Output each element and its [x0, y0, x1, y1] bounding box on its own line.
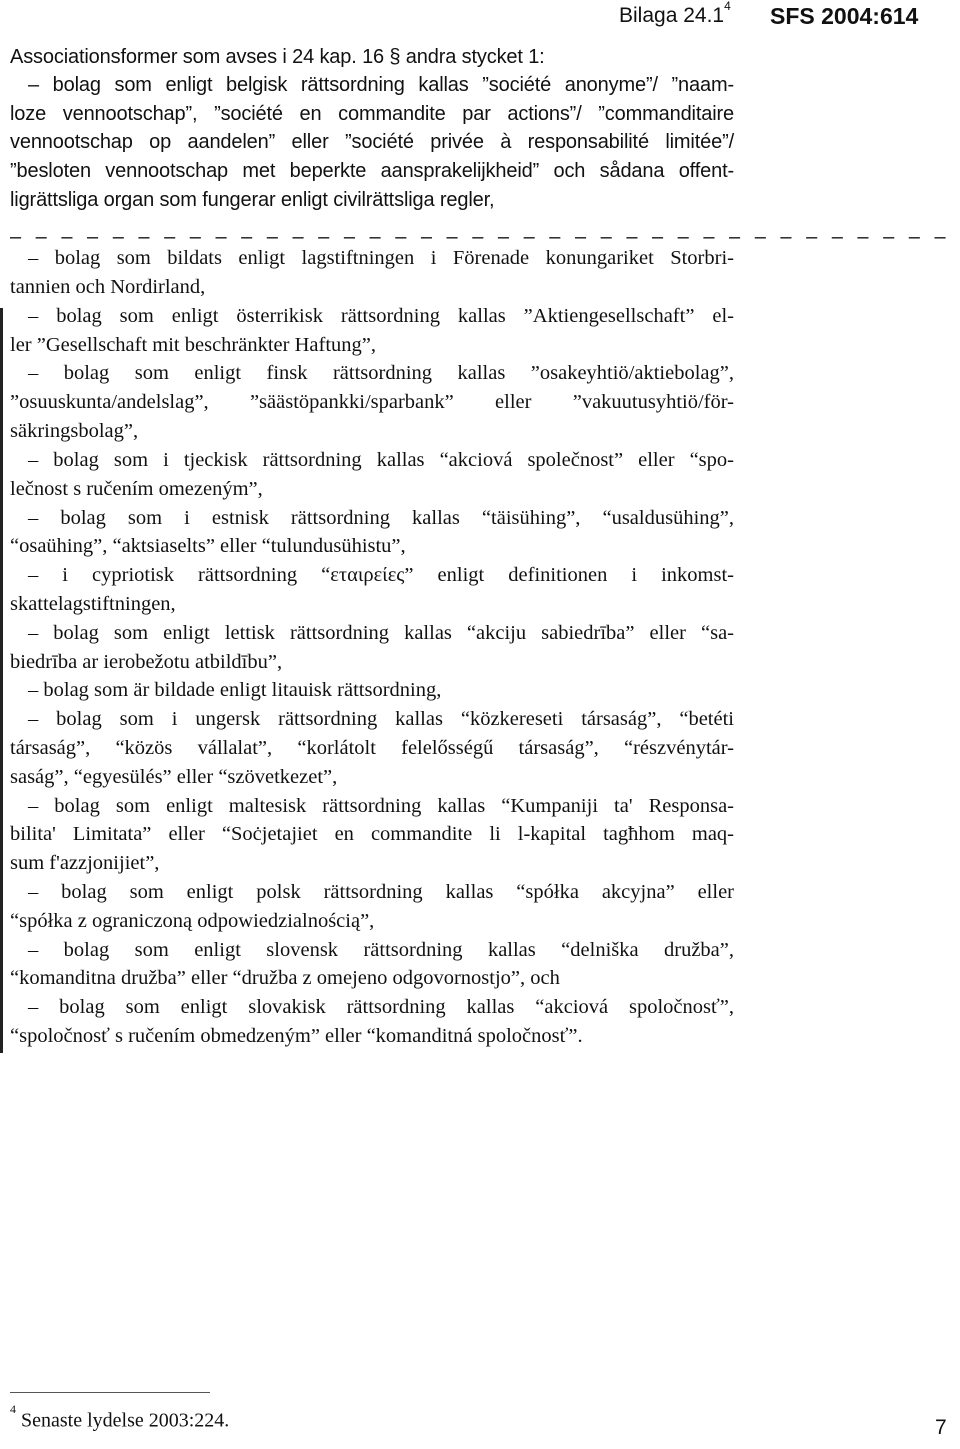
text-line: – bolag som enligt slovensk rättsordning kallas “delniška družba”, — [28, 939, 734, 961]
text-line: skattelagstiftningen, — [10, 593, 176, 615]
text-line: – bolag som enligt österrikisk rättsordning kallas ”Aktiengesellschaft” el- — [28, 305, 734, 327]
text-line: “spoločnosť s ručením obmedzeným” eller “komanditná spoločnosť”. — [10, 1025, 583, 1047]
text-line: ligrättsliga organ som fungerar enligt civilrättsliga regler, — [10, 189, 495, 211]
text-line: – bolag som i estnisk rättsordning kallas “täisühing”, “usaldusühing”, — [28, 507, 734, 529]
footnote — [10, 1402, 230, 1433]
text-line: biedrība ar ierobežotu atbildību”, — [10, 651, 283, 673]
footnote-text: Senaste lydelse 2003:224. — [21, 1409, 230, 1432]
text-line: saság”, “egyesülés” eller “szövetkezet”, — [10, 766, 338, 788]
footnote-divider — [10, 1392, 210, 1393]
text-line: ”osuuskunta/andelslag”, ”säästöpankki/sparbank” eller ”vakuutusyhtiö/för- — [10, 391, 734, 413]
text-line: – bolag som enligt polsk rättsordning kallas “spółka akcyjna” eller — [28, 881, 734, 903]
text-line: bilita' Limitata” eller “Soċjetajiet en commandite li l-kapital tagħhom maq- — [10, 823, 734, 845]
appendix-label — [619, 0, 731, 28]
text-line: ler ”Gesellschaft mit beschränkter Haftung”, — [10, 334, 376, 356]
text-line: vennootschap op aandelen” eller ”société privée à responsabilité limitée”/ — [10, 131, 734, 153]
change-bar — [0, 308, 3, 1053]
text-line: – bolag som enligt slovakisk rättsordning kallas “akciová spoločnosť”, — [28, 996, 734, 1018]
text-line: “osaühing”, “aktsiaselts” eller “tulundusühistu”, — [10, 535, 406, 557]
text-line: säkringsbolag”, — [10, 420, 139, 442]
text-line: lečnost s ručením omezeným”, — [10, 478, 263, 500]
page-number: 7 — [935, 1416, 947, 1439]
text-line: – bolag som är bildade enligt litauisk rättsordning, — [28, 679, 442, 701]
sfs-number: SFS 2004:614 — [770, 3, 919, 29]
footnote-reference: 4 — [724, 0, 731, 13]
text-line: loze vennootschap”, ”société en commandite par actions”/ ”commanditaire — [10, 103, 734, 125]
text-line: sum f'azzjonijiet”, — [10, 852, 160, 874]
footnote-number: 4 — [10, 1402, 16, 1416]
text-line: ”besloten vennootschap met beperkte aansprakelijkheid” och sådana offent- — [10, 160, 734, 182]
text-line: – bolag som enligt lettisk rättsordning kallas “akciju sabiedrība” eller “sa- — [28, 622, 734, 644]
text-line: – bolag som enligt belgisk rättsordning kallas ”société anonyme”/ ”naam- — [28, 74, 734, 96]
text-line: – bolag som enligt finsk rättsordning kallas ”osakeyhtiö/aktiebolag”, — [28, 362, 734, 384]
text-line: társaság”, “közös vállalat”, “korlátolt felelősségű társaság”, “részvénytár- — [10, 737, 734, 759]
text-line: tannien och Nordirland, — [10, 276, 206, 298]
text-line: – bolag som i ungersk rättsordning kallas “közkereseti társaság”, “betéti — [28, 708, 734, 730]
text-line: – bolag som enligt maltesisk rättsordning kallas “Kumpaniji ta' Responsa- — [28, 795, 734, 817]
intro-line: Associationsformer som avses i 24 kap. 16 § andra stycket 1: — [10, 46, 545, 68]
text-line: – i cypriotisk rättsordning “εταιρείες” enligt definitionen i inkomst- — [28, 564, 734, 586]
appendix-label-text: Bilaga 24.1 — [619, 4, 725, 27]
text-line: – bolag som i tjeckisk rättsordning kallas “akciová společnost” eller “spo- — [28, 449, 734, 471]
omission-marker: – – – – – – – – – – – – – – – – – – – – – – – – – – – – – – – – – – – – – — [10, 226, 951, 248]
text-line: – bolag som bildats enligt lagstiftningen i Förenade konungariket Storbri- — [28, 247, 734, 269]
text-line: “komanditna družba” eller “družba z omejeno odgovornostjo”, och — [10, 967, 560, 989]
text-line: “spółka z ograniczoną odpowiedzialnością”, — [10, 910, 375, 932]
